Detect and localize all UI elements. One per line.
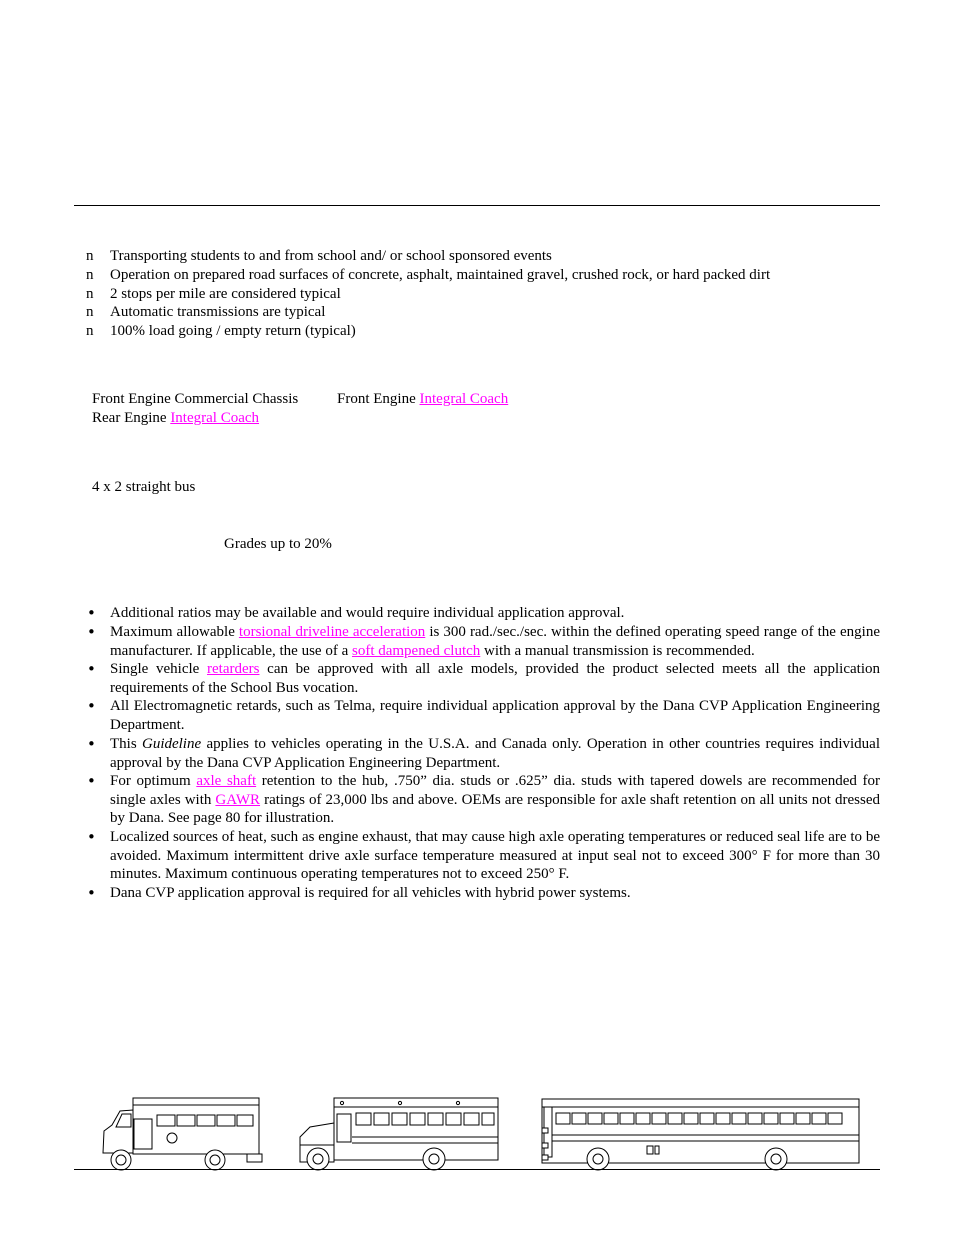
note-item bbox=[86, 735, 880, 772]
note-item bbox=[86, 884, 880, 903]
bullet-marker: n bbox=[86, 248, 94, 264]
grades-text: Grades up to 20% bbox=[224, 536, 332, 552]
note-text bbox=[110, 660, 880, 697]
note-text-part: This bbox=[110, 736, 142, 752]
transit-style-school-bus-icon bbox=[542, 1099, 859, 1170]
integral-coach-link[interactable]: Integral Coach bbox=[419, 391, 509, 407]
bullet-marker: • bbox=[87, 604, 96, 622]
note-item bbox=[86, 828, 880, 884]
note-item bbox=[86, 623, 880, 660]
bullet-marker: • bbox=[87, 697, 96, 715]
note-text-part: is 300 rad./sec./sec. within the defined operating speed range of the engine manufacturer. If applicable, the use of a bbox=[110, 624, 881, 659]
note-text-part: For optimum bbox=[110, 773, 197, 789]
note-text-part: retention to the hub, .750” dia. studs or .625” dia. studs with tapered dowels are recommended for single axles with bbox=[110, 773, 881, 808]
bullet-marker: n bbox=[86, 323, 94, 339]
note-text-part: ratings of 23,000 lbs and above. OEMs are responsible for axle shaft retention on all units not dressed by Dana. See page 80 for illustration. bbox=[110, 791, 880, 827]
list-item-text: Transporting students to and from school and/ or school sponsored events bbox=[110, 248, 552, 264]
list-item-text: Operation on prepared road surfaces of concrete, asphalt, maintained gravel, crushed rock, or hard packed dirt bbox=[110, 267, 771, 283]
soft-dampened-clutch-link[interactable]: soft dampened clutch bbox=[351, 642, 481, 659]
small-school-bus-icon bbox=[103, 1098, 262, 1170]
configuration-text: 4 x 2 straight bus bbox=[92, 479, 196, 495]
gawr-link[interactable]: GAWR bbox=[215, 791, 261, 808]
note-item bbox=[86, 697, 880, 734]
note-text: Additional ratios may be available and would require individual application approval. bbox=[110, 605, 625, 621]
note-item bbox=[86, 660, 880, 697]
conventional-school-bus-icon bbox=[300, 1098, 498, 1170]
bullet-marker: n bbox=[86, 286, 94, 302]
guideline-emphasis: Guideline bbox=[141, 736, 202, 752]
header-rule bbox=[74, 205, 880, 206]
bullet-marker: • bbox=[87, 884, 96, 902]
integral-coach-link[interactable]: Integral Coach bbox=[170, 410, 260, 426]
note-text-part: applies to vehicles operating in the U.S.A. and Canada only. Operation in other countries requires individual approval by the Dana CVP Application Engineering Department. bbox=[110, 736, 880, 771]
bullet-marker: n bbox=[86, 304, 94, 320]
bullet-marker: • bbox=[87, 735, 96, 753]
note-text: Localized sources of heat, such as engine exhaust, that may cause high axle operating temperatures or reduced seal life are to be avoided. Maximum intermittent drive axle surface temperature measured at input seal not to exceed 300° F for more than 30 minutes. Maximum continuous operating temperatures not to exceed 250° F. bbox=[110, 829, 880, 883]
note-text bbox=[110, 735, 880, 772]
note-item bbox=[86, 772, 880, 828]
bus-illustrations bbox=[0, 1085, 954, 1185]
bullet-marker: n bbox=[86, 267, 94, 283]
list-item-text: Automatic transmissions are typical bbox=[110, 304, 326, 320]
bullet-marker: • bbox=[87, 772, 96, 790]
vehicle-type-front-commercial: Front Engine Commercial Chassis bbox=[92, 391, 299, 407]
list-item-text: 100% load going / empty return (typical) bbox=[110, 323, 356, 339]
note-item bbox=[86, 604, 880, 623]
note-text bbox=[110, 772, 880, 828]
vehicle-type-front-integral bbox=[337, 390, 508, 409]
note-text: Dana CVP application approval is required for all vehicles with hybrid power systems. bbox=[110, 885, 631, 901]
retarders-link[interactable]: retarders bbox=[207, 661, 260, 677]
vehicle-type-label: Rear Engine bbox=[92, 410, 167, 426]
note-text bbox=[110, 623, 880, 660]
list-item-text: 2 stops per mile are considered typical bbox=[110, 286, 341, 302]
note-text-part: can be approved with all axle models, provided the product selected meets all the application requirements of the School Bus vocation. bbox=[110, 661, 880, 696]
note-text-part: with a manual transmission is recommended. bbox=[480, 642, 755, 659]
vehicle-type-rear-integral bbox=[92, 409, 259, 428]
bullet-marker: • bbox=[87, 623, 96, 641]
axle-shaft-link[interactable]: axle shaft bbox=[196, 773, 257, 789]
note-text-part: Maximum allowable bbox=[110, 624, 239, 640]
note-text-part: Single vehicle bbox=[110, 661, 208, 677]
bullet-marker: • bbox=[87, 828, 96, 846]
torsional-driveline-acceleration-link[interactable]: torsional driveline acceleration bbox=[238, 624, 426, 640]
bullet-marker: • bbox=[87, 660, 96, 678]
note-text: All Electromagnetic retards, such as Telma, require individual application approval by the Dana CVP Application Engineering Department. bbox=[110, 698, 880, 733]
vehicle-type-label: Front Engine bbox=[337, 391, 416, 407]
